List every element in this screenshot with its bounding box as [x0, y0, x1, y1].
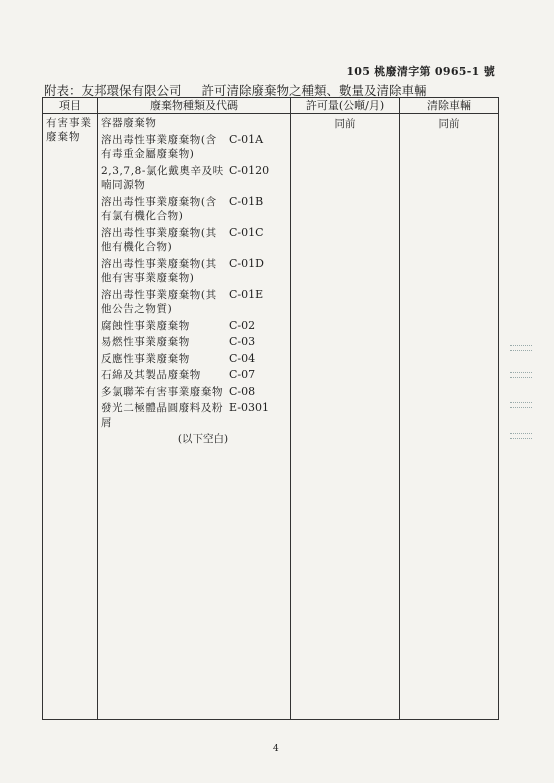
- waste-code: C-04: [229, 351, 256, 365]
- company-name: 友邦環保有限公司: [81, 83, 182, 98]
- waste-name: 2,3,7,8-氯化戴奧辛及呋喃同源物: [101, 164, 224, 191]
- waste-code: C-0120: [229, 163, 270, 177]
- vehicles-cell: 同前: [400, 114, 499, 720]
- waste-permit-table: [42, 97, 499, 720]
- waste-item: [101, 319, 287, 334]
- waste-item: [101, 352, 287, 367]
- attachment-prefix: 附表：: [44, 83, 82, 98]
- table-header-row: [43, 98, 499, 114]
- permit-amount-cell: 同前: [291, 114, 400, 720]
- waste-item: [101, 401, 287, 430]
- waste-item: [101, 288, 287, 317]
- waste-code: E-0301: [229, 401, 269, 414]
- margin-stitch-mark: [510, 372, 532, 378]
- margin-stitch-mark: [510, 433, 532, 439]
- waste-name: 溶出毒性事業廢棄物(其他有害事業廢棄物): [101, 257, 217, 284]
- margin-stitch-mark: [510, 345, 532, 351]
- waste-name: 容器廢棄物: [101, 117, 157, 129]
- header-waste-type: 廢棄物種類及代碼: [98, 98, 291, 114]
- waste-item: [101, 116, 287, 131]
- blank-note: (以下空白): [177, 433, 229, 445]
- header-item: 項目: [43, 98, 98, 114]
- waste-code: C-08: [229, 384, 256, 398]
- waste-name: 反應性事業廢棄物: [101, 352, 190, 365]
- waste-code: C-01E: [229, 287, 264, 301]
- waste-item: [101, 385, 287, 400]
- waste-code: C-03: [229, 335, 256, 348]
- waste-code: C-01D: [229, 256, 264, 270]
- header-vehicles: 清除車輛: [400, 98, 499, 114]
- waste-code: C-01A: [229, 132, 264, 146]
- waste-item: [101, 164, 287, 193]
- waste-code: [229, 116, 287, 131]
- margin-stitch-mark: [510, 402, 532, 408]
- waste-name: 易燃性事業廢棄物: [101, 336, 190, 348]
- waste-item: [101, 133, 287, 162]
- document-number: 105 桃廢清字第 0965-1 號: [346, 65, 495, 78]
- waste-list: [101, 116, 287, 430]
- waste-name: 溶出毒性事業廢棄物(其他有機化合物): [101, 226, 217, 253]
- waste-item: [101, 335, 287, 350]
- waste-item: [101, 226, 287, 255]
- page-number: 4: [273, 744, 279, 754]
- waste-name: 溶出毒性事業廢棄物(含有毒重金屬廢棄物): [101, 133, 217, 160]
- table-row: [43, 114, 499, 720]
- waste-code: C-02: [229, 318, 256, 332]
- waste-item: [101, 257, 287, 286]
- category-cell: 有害事業廢棄物: [43, 114, 98, 720]
- header-permit-amount: 許可量(公噸/月): [291, 98, 400, 114]
- waste-item: [101, 368, 287, 383]
- attachment-subject: 許可清除廢棄物之種類、數量及清除車輛: [201, 83, 427, 98]
- waste-code: C-01C: [229, 225, 264, 239]
- waste-name: 石綿及其製品廢棄物: [101, 369, 201, 381]
- waste-name: 多氯聯苯有害事業廢棄物: [101, 385, 224, 398]
- waste-name: 溶出毒性事業廢棄物(含有氯有機化合物): [101, 195, 217, 222]
- waste-name: 腐蝕性事業廢棄物: [101, 319, 190, 332]
- waste-name: 發光二極體晶圓廢料及粉屑: [101, 402, 224, 429]
- waste-item: [101, 195, 287, 224]
- waste-code: C-07: [229, 368, 256, 381]
- waste-name: 溶出毒性事業廢棄物(其他公告之物質): [101, 288, 217, 315]
- waste-code: C-01B: [229, 194, 264, 208]
- waste-list-cell: [98, 114, 291, 720]
